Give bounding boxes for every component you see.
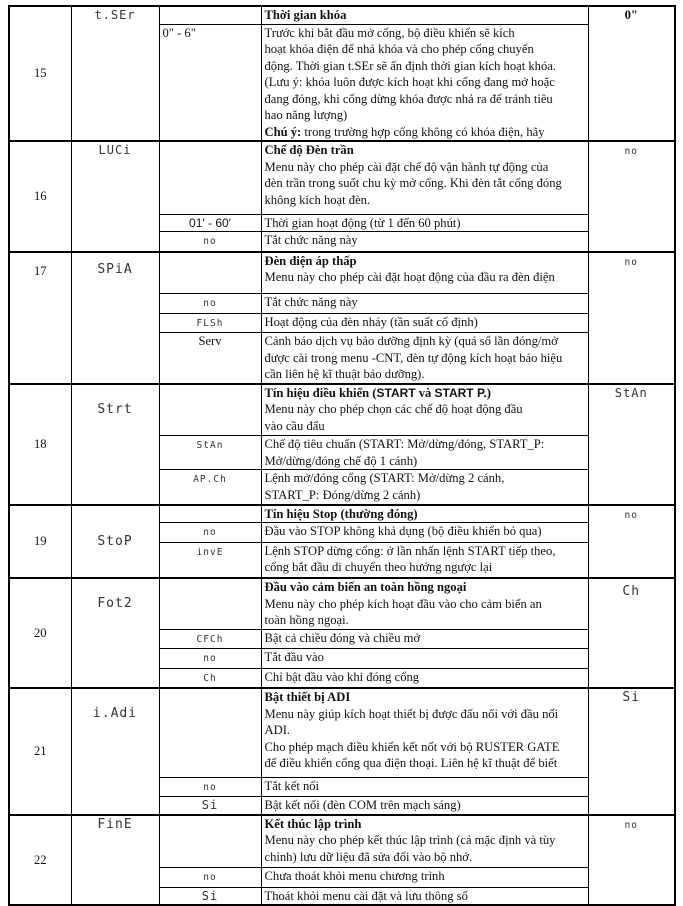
option-value-text: StAn [196,440,224,451]
option-description [261,24,588,141]
table-row-22 [9,815,675,868]
description-line: cần liên hệ kĩ thuật bảo dưỡng). [264,367,425,381]
option-value-text: 01' - 60' [189,215,231,230]
description-line: hao năng lượng) [264,108,348,122]
option-value [159,523,261,543]
row-number: 15 [9,6,71,141]
option-description: Tắt kết nối [261,777,588,797]
description-line: START_P: Đóng/dừng 2 cánh) [264,487,421,502]
option-value-text: invE [196,546,224,558]
option-value-empty [159,578,261,629]
row-number: 22 [9,815,71,906]
description-line: cổng bắt đầu di chuyển theo hướng ngược lại [264,560,493,574]
default-value-text: StAn [614,385,648,400]
default-value [588,384,675,505]
menu-code-text: StoP [97,533,133,549]
option-description [261,542,588,578]
description-line: đang đóng, khi cổng dừng khóa được nhả ra để tránh tiêu [264,91,553,106]
intro-line: không kích hoạt đèn. [264,192,371,207]
menu-code [71,6,159,141]
intro-line: Menu này cho phép cài đặt hoạt động của đầu ra đèn điện [264,270,555,284]
menu-title-text: Kết thúc lập trình [264,816,362,831]
intro-line: Menu này cho phép chọn các chế độ hoạt động đầu [264,402,523,416]
default-value-text: no [624,146,638,157]
menu-title [261,252,588,294]
menu-title-text: Chế độ Đèn trần [264,143,354,157]
default-value [588,505,675,579]
option-value-empty [159,815,261,868]
row-number: 18 [9,384,71,505]
title-part: và [415,385,435,400]
option-description: Bật kết nối (đèn COM trên mạch sáng) [261,797,588,815]
option-description: Tắt chức năng này [261,294,588,314]
title-part: ) [486,385,491,400]
option-value [159,313,261,333]
default-value [588,688,675,815]
option-description: Đầu vào STOP không khả dụng (bộ điều khiển bỏ qua) [261,523,588,543]
menu-title [261,815,588,868]
description-line: Cảnh báo dịch vụ bảo dưỡng định kỳ (quá số lần đóng/mở [264,334,558,348]
table-row-17 [9,252,675,294]
option-value [159,214,261,232]
menu-title-text: Bật thiết bị ADI [264,690,351,704]
option-value-text: Si [201,798,219,812]
table-row-16 [9,141,675,214]
option-value-text: Ch [203,672,217,684]
intro-line: đèn trần trong suốt chu kỳ mở cổng. Khi đèn tắt cổng đóng [264,176,562,190]
option-description [261,333,588,384]
menu-title-text: Tín hiệu Stop (thường đóng) [264,506,418,521]
default-value [588,141,675,252]
description-line: Lệnh STOP dừng cổng: ở lần nhấn lệnh START tiếp theo, [264,543,556,558]
default-value-text: no [624,819,638,831]
option-value-text: no [203,653,217,664]
default-value [588,815,675,906]
intro-line: Menu này cho phép kết thúc lập trình (cả mặc định và tùy [264,833,556,847]
default-value-text: no [624,256,638,268]
note-label: Chú ý: [264,124,302,139]
option-value-text: AP.Ch [193,474,227,485]
menu-code [71,384,159,505]
menu-title [261,688,588,777]
menu-title [261,6,588,24]
option-value [159,436,261,470]
description-line: Mở/dừng/đóng chế độ 1 cánh) [264,453,418,468]
menu-code-text: Fot2 [97,596,133,611]
title-part: START [376,385,416,400]
option-value [159,649,261,669]
menu-settings-table [8,5,676,906]
default-value [588,578,675,688]
row-number: 17 [9,252,71,384]
default-value: 0" [588,6,675,141]
option-value [159,668,261,688]
description-line: được cài trong menu -CNT, đèn tự động kích hoạt báo hiệu [264,350,563,365]
intro-line: ADI. [264,723,291,737]
intro-line: toàn hồng ngoại. [264,613,349,627]
title-part: START P. [434,385,487,400]
menu-title-text: Đèn điện áp thấp [264,253,357,268]
title-part: Tín hiệu điều khiển ( [264,385,377,400]
option-value [159,294,261,314]
option-value [159,887,261,905]
menu-title [261,505,588,523]
intro-line: Menu này giúp kích hoạt thiết bị được đấu nối với đầu nối [264,706,559,721]
row-number: 21 [9,688,71,815]
intro-line: chỉnh) lưu dữ liệu đã sửa đổi vào bộ nhớ. [264,849,473,864]
table-row-18 [9,384,675,436]
option-value-text: no [203,527,217,538]
menu-code [71,815,159,906]
option-value-empty [159,505,261,523]
option-description: Bật cả chiều đóng và chiều mở [261,629,588,649]
table-row-15 [9,6,675,24]
menu-code-text: SPiA [97,261,133,277]
table-row-19 [9,505,675,523]
description-line: (Lưu ý: khóa luôn được kích hoạt khi cổng đang mở hoặc [264,75,555,89]
option-description: Hoạt động của đèn nháy (tần suất cố định) [261,313,588,333]
intro-line: vào cầu đấu [264,418,325,433]
menu-title-text: Thời gian khóa [264,8,347,22]
option-value-text: Si [201,888,219,903]
table-row-20 [9,578,675,629]
option-value [159,24,261,141]
option-value [159,868,261,888]
option-value [159,777,261,797]
option-value-empty [159,141,261,214]
option-value-text: no [203,236,217,247]
option-value-text: CFCh [196,633,224,645]
option-description: Tắt đầu vào [261,649,588,669]
option-value-text: 0" - 6" [162,25,196,40]
option-value [159,542,261,578]
option-description: Thời gian hoạt động (từ 1 đến 60 phút) [261,214,588,232]
intro-line: Cho phép mạch điều khiển kết nốt với bộ RUSTER GATE [264,739,560,754]
menu-title [261,141,588,214]
row-number: 20 [9,578,71,688]
option-value [159,333,261,384]
option-value-empty [159,6,261,24]
option-description [261,436,588,470]
option-description: Thoát khỏi menu cài đặt và lưu thông số [261,887,588,905]
intro-line: Menu này cho phép kích hoạt đầu vào cho cảm biến an [264,596,542,611]
option-value-empty [159,688,261,777]
row-number: 16 [9,141,71,252]
option-value [159,232,261,252]
intro-line: Menu này cho phép cài đặt chế độ vận hành tự động của [264,159,549,174]
option-value [159,470,261,505]
row-number: 19 [9,505,71,579]
option-value-text: Serv [198,334,222,348]
menu-code [71,141,159,252]
menu-title-text [265,385,585,402]
note-line [265,124,585,141]
menu-code [71,688,159,815]
option-value-text: no [203,872,217,883]
option-value-empty [159,252,261,294]
default-value-text: Si [622,690,641,705]
option-description: Chỉ bật đầu vào khi đóng cổng [261,668,588,688]
default-value-text: no [624,509,638,521]
description-line: Chế độ tiêu chuẩn (START: Mở/dừng/đóng, START_P: [264,437,545,451]
option-description: Tắt chức năng này [261,232,588,252]
menu-code-text: t.SEr [94,8,136,22]
option-description [261,470,588,505]
description-line: Lệnh mở/đóng cổng (START: Mở/dừng 2 cánh, [264,471,505,485]
option-value-text: no [203,781,217,793]
menu-title [261,578,588,629]
menu-code [71,578,159,688]
menu-code-text: Strt [97,401,133,417]
option-description: Chưa thoát khỏi menu chương trình [261,868,588,888]
option-value [159,797,261,815]
table-row-21 [9,688,675,777]
option-value [159,629,261,649]
intro-line: để điều khiển cổng qua điện thoại. Liên hệ kĩ thuật để biết [264,756,558,770]
description-line: hoạt khóa điện để nhả khóa và cho phép cổng chuyển [264,42,534,56]
menu-code-text: LUCi [98,143,132,157]
menu-title [261,384,588,436]
menu-code [71,252,159,384]
description-line: Trước khi bắt đầu mở cổng, bộ điều khiển sẽ kích [264,25,515,40]
option-value-text: no [203,298,217,309]
menu-title-text: Đầu vào cảm biến an toàn hồng ngoại [264,580,467,594]
menu-code-text: FinE [97,816,133,832]
option-value-text: FLSh [196,317,224,329]
default-value-text: Ch [622,584,641,599]
option-value-empty [159,384,261,436]
menu-code [71,505,159,579]
description-line: động. Thời gian t.SEr sẽ ấn định thời gian kích hoạt khóa. [264,58,557,73]
default-value [588,252,675,384]
menu-code-text: i.Adi [92,706,138,721]
note-text: trong trường hợp cổng không có khóa điện, hãy [301,124,545,139]
